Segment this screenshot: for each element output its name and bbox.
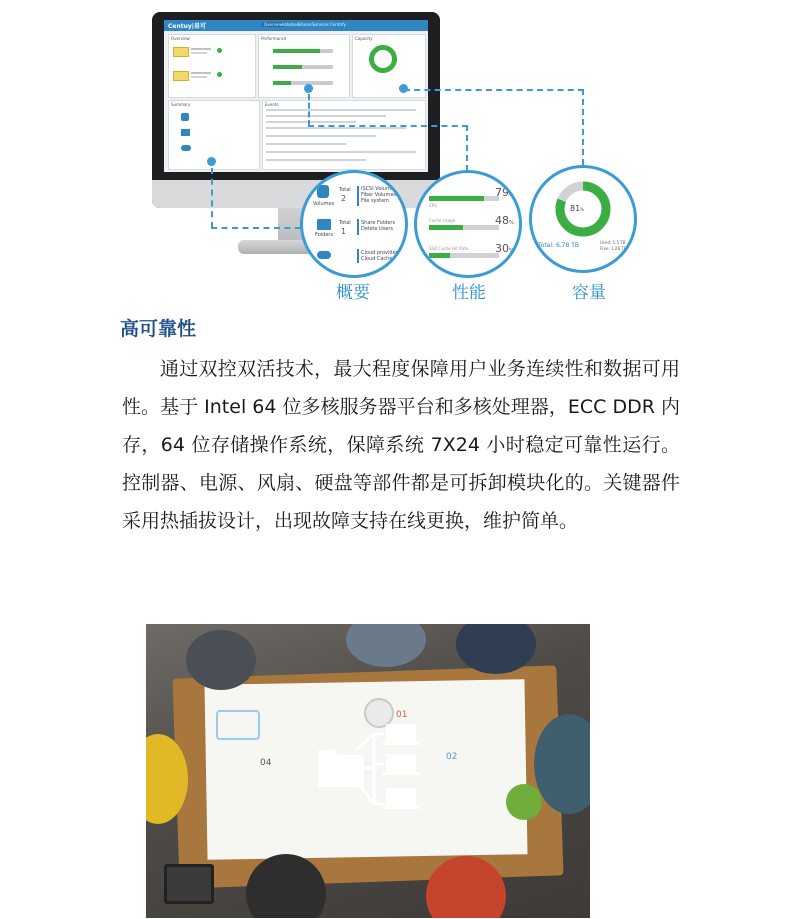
sketch-card — [216, 710, 260, 740]
cpu-bar-fill — [429, 196, 484, 201]
divider — [357, 186, 359, 206]
performance-panel-title: Performance — [261, 36, 287, 41]
overview-folders-total-label: Total — [339, 220, 351, 226]
nav-tab-centrify[interactable]: Centrify — [330, 22, 346, 27]
capacity-zoom-circle — [529, 165, 637, 273]
controller-text — [191, 48, 211, 50]
divider — [357, 249, 359, 263]
capacity-free: Free: 1.28 TB — [600, 246, 627, 251]
ssd-bar-label: SSD Cache Hit Rate — [429, 246, 469, 251]
summary-panel-title: Summary — [171, 102, 191, 107]
ssd-bar-fill — [429, 253, 450, 258]
ssd-bar-track — [429, 253, 499, 258]
mini-capacity-donut — [369, 45, 397, 73]
nav-tab-volumes[interactable]: Volumes — [282, 22, 299, 27]
event-line — [266, 115, 386, 117]
overview-zoom-circle — [300, 170, 408, 278]
capacity-percent: 81% — [570, 204, 584, 213]
overview-volumes-label: Volumes — [313, 201, 335, 207]
overview-detail: Cloud Cache — [361, 256, 393, 262]
overview-folders-label: Folders — [315, 232, 334, 238]
controller-text — [191, 76, 207, 78]
dashboard-topbar — [164, 20, 428, 31]
cpu-bar-track — [429, 196, 499, 201]
cloud-icon — [181, 145, 191, 151]
event-line — [266, 151, 416, 153]
section-paragraph: 通过双控双活技术，最大程度保障用户业务连续性和数据可用性。基于 Intel 64 位多核服务器平台和多核处理器，ECC DDR 内存，64 位存储操作系统，保障系统 7X24 小时稳定可靠性运行。控制器、电源、风扇、硬盘等部件都是可拆卸模块化的。关键器件采用热插拔设计，出现故障支持在线更换，维护简单。 — [122, 358, 680, 532]
cloud-icon — [317, 251, 331, 259]
cpu-bar-label: CPU — [429, 203, 438, 208]
nav-tab-services[interactable]: Services — [312, 22, 329, 27]
database-icon — [317, 185, 329, 198]
cache-bar-fill — [429, 225, 463, 230]
status-ok-icon — [217, 48, 222, 53]
performance-zoom-circle — [414, 170, 522, 278]
overview-detail: Cloud provider — [361, 250, 398, 256]
card-number: 04 — [260, 758, 272, 768]
overview-detail: Delete Users — [361, 226, 394, 232]
tablet — [164, 864, 214, 904]
cache-percent: 48% — [495, 214, 514, 227]
mini-cache-bar — [273, 65, 302, 69]
overview-detail: iSCSI Volumes — [361, 186, 397, 192]
overview-detail: Fiber Volumes — [361, 192, 396, 198]
controller-icon — [173, 47, 189, 57]
cache-bar-track — [429, 225, 499, 230]
controller-icon — [173, 71, 189, 81]
connector-line — [308, 125, 468, 127]
cpu-percent: 79% — [495, 186, 514, 199]
event-line — [266, 127, 406, 129]
event-line — [266, 143, 346, 145]
team-meeting-photo — [146, 624, 590, 918]
database-icon — [181, 113, 189, 121]
overview-caption: 概要 — [336, 283, 370, 303]
overview-panel-title: Overview — [171, 36, 190, 41]
callout-dot — [304, 84, 313, 93]
capacity-panel-title: Capacity — [355, 36, 373, 41]
person — [186, 630, 256, 690]
card-number: 01 — [396, 710, 408, 720]
divider — [357, 219, 359, 235]
dashboard-screen — [164, 20, 428, 172]
mini-ssd-bar — [273, 81, 291, 85]
overview-detail: File system — [361, 198, 390, 204]
nav-tab-overview[interactable]: Overview — [264, 22, 283, 27]
connector-line — [582, 89, 584, 165]
controller-text — [191, 52, 207, 54]
connector-line — [308, 94, 310, 126]
brand-logo: Centuy|易可 — [168, 23, 206, 30]
folder-icon — [181, 129, 190, 136]
overview-volumes-total: 2 — [341, 194, 347, 203]
cache-bar-label: Cache Usage — [429, 218, 456, 223]
connector-line — [211, 227, 301, 229]
event-line — [266, 109, 416, 111]
card-number: 02 — [446, 752, 458, 762]
event-line — [266, 135, 376, 137]
ssd-percent: 30% — [495, 242, 514, 255]
events-panel-title: Events — [265, 102, 279, 107]
controller-text — [191, 72, 211, 74]
events-panel — [262, 100, 426, 170]
capacity-used: Used: 5.5 TB — [600, 240, 626, 245]
section-heading: 高可靠性 — [120, 318, 197, 340]
overview-detail: Share Folders — [361, 220, 396, 226]
overview-panel — [168, 34, 256, 98]
callout-dot — [207, 157, 216, 166]
event-line — [266, 159, 366, 161]
overview-folders-total: 1 — [341, 227, 347, 236]
mini-cpu-bar — [273, 49, 320, 53]
status-ok-icon — [217, 72, 222, 77]
person — [346, 624, 426, 667]
performance-caption: 性能 — [452, 283, 486, 303]
connector-line — [404, 89, 584, 91]
event-line — [266, 121, 356, 123]
overview-volumes-total-label: Total — [339, 187, 351, 193]
connector-line — [211, 168, 213, 228]
folder-network-icon — [316, 720, 436, 812]
capacity-caption: 容量 — [572, 283, 606, 303]
capacity-total: Total: 6.78 TB — [538, 242, 579, 249]
plant — [506, 784, 542, 820]
nav-tab-shares[interactable]: Shares — [298, 22, 312, 27]
folder-icon — [317, 219, 331, 230]
